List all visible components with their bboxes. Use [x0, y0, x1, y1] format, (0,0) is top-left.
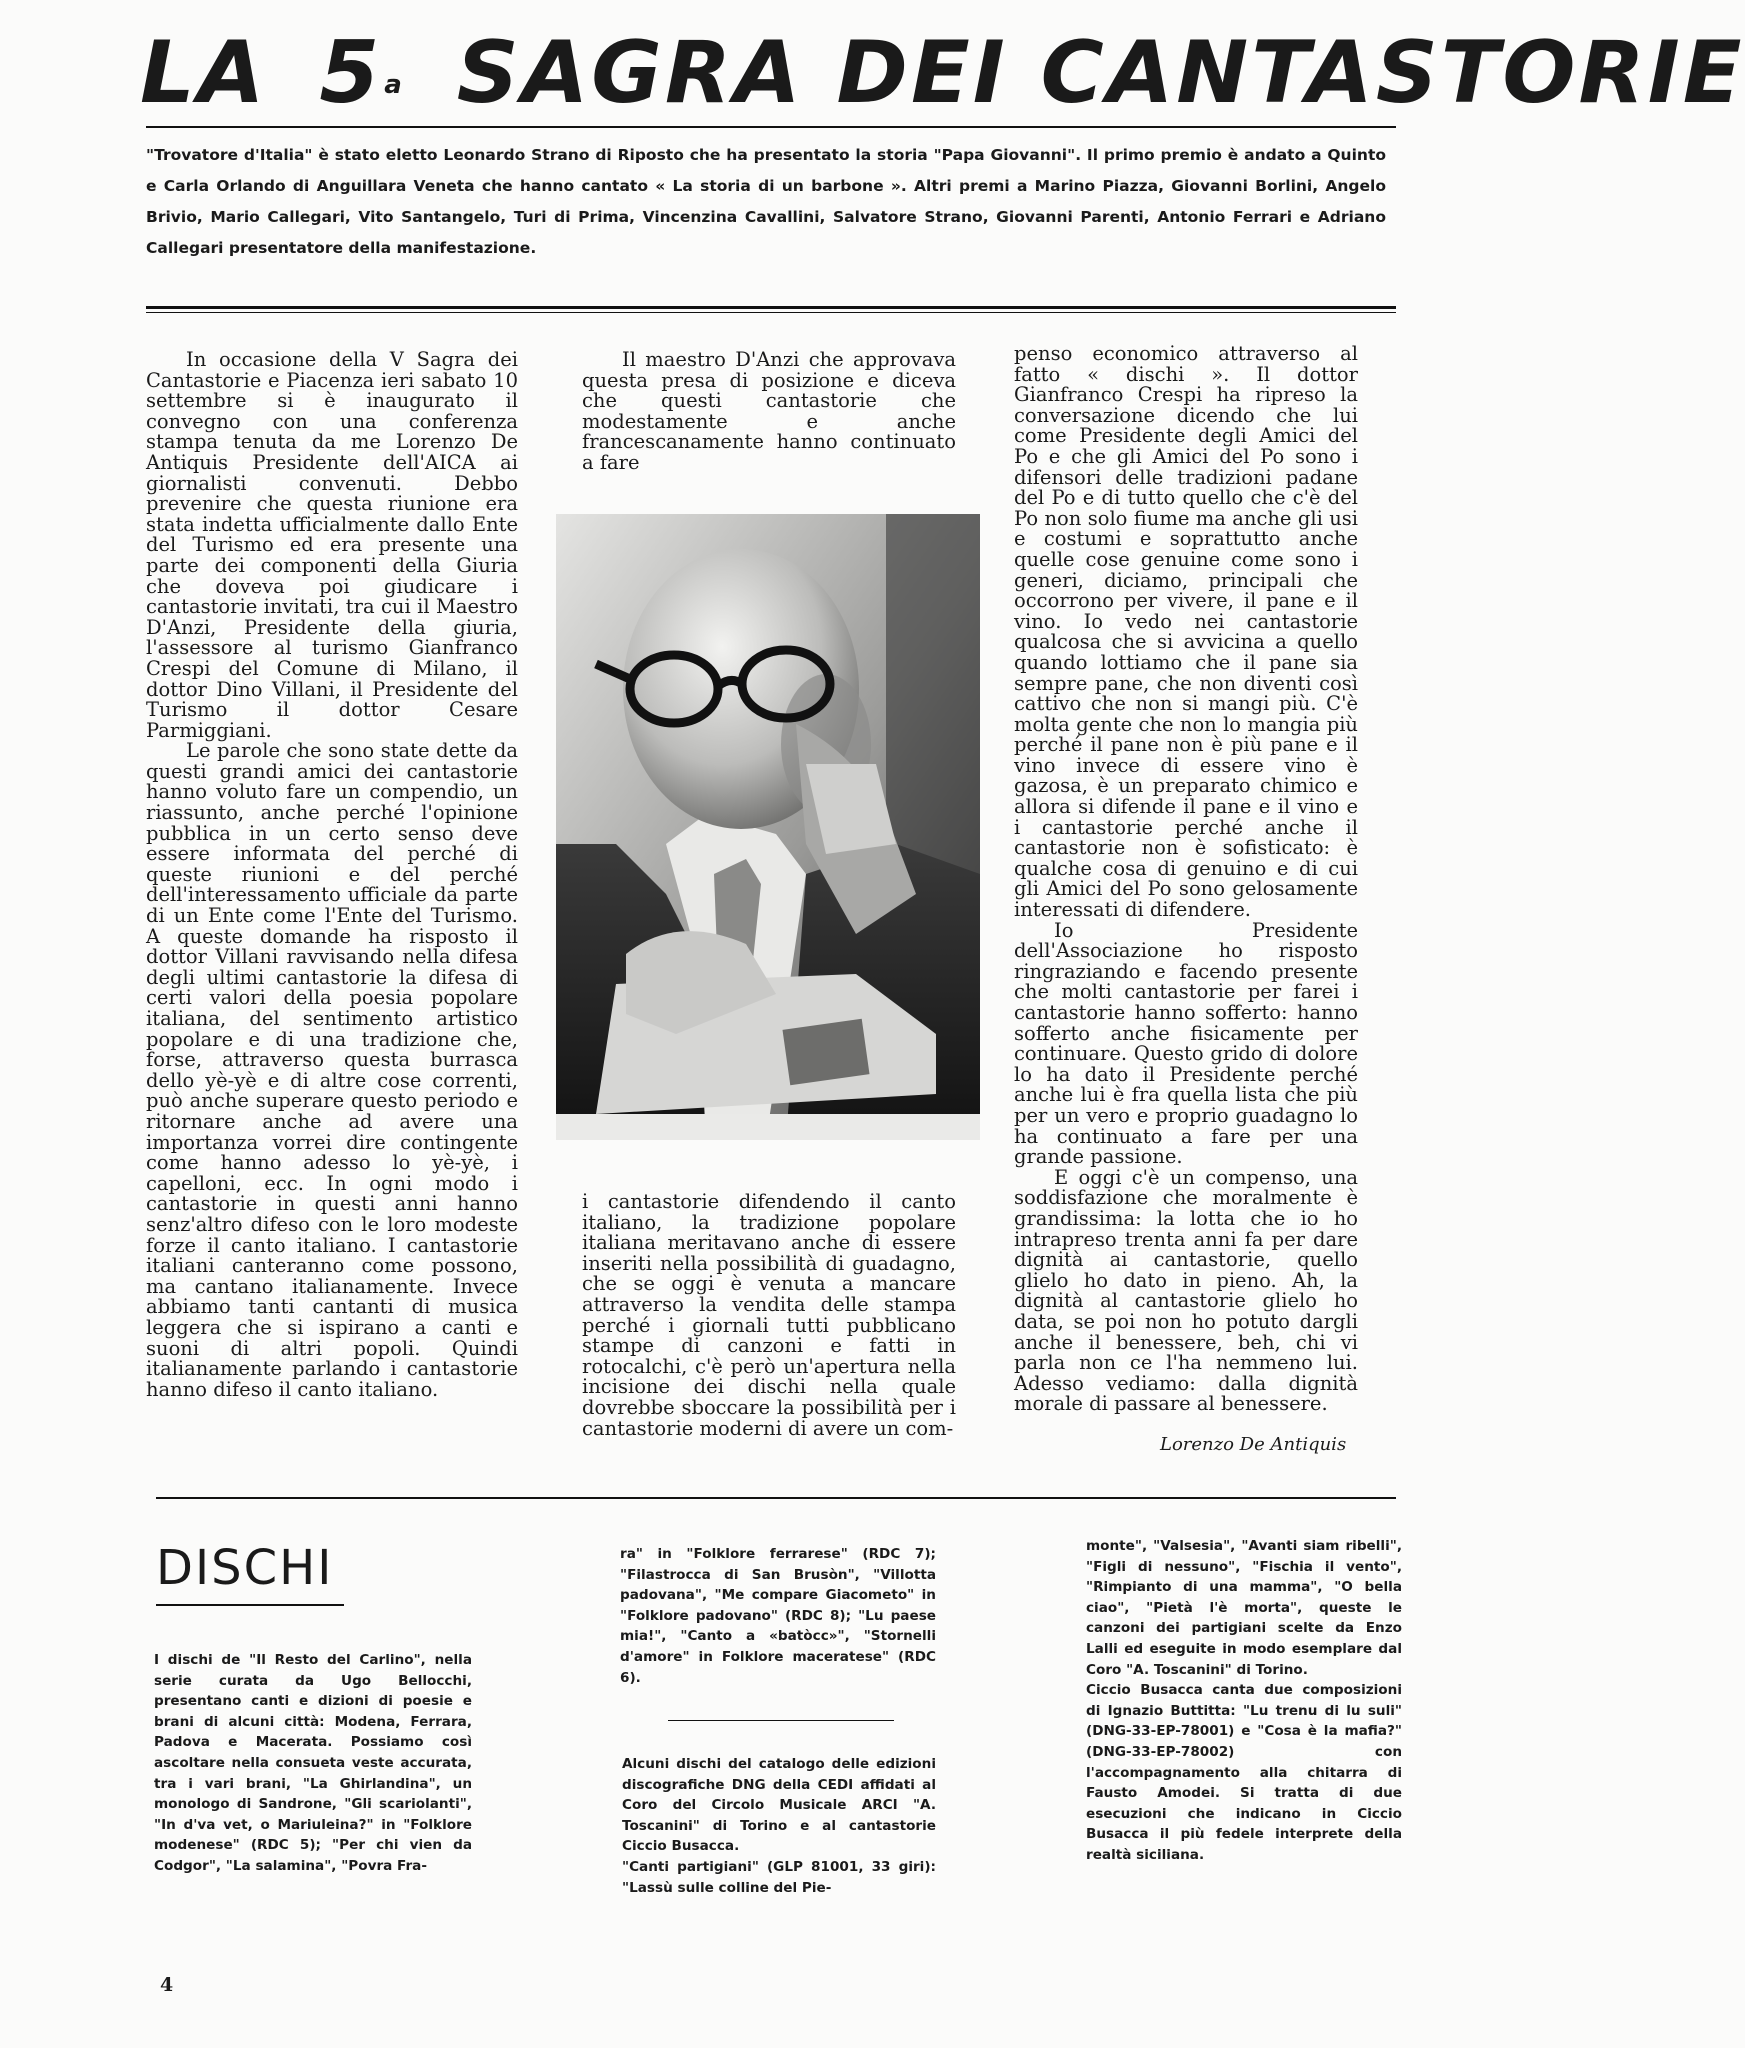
title-number: 5 — [319, 23, 383, 123]
article-paragraph: E oggi c'è un compenso, una soddisfazione che moralmente è grandissima: la lotta che io ho intrapreso trenta anni fa per dare dignità ai cantastorie, quello glielo ho dato in pieno. Ah, la dignità al cantastorie glielo ho data, se poi non ho potuto dargli anche il benessere, beh, chi vi parla non ce l'ha nemmeno lui. Adesso vediamo: dalla dignità morale di passare al benessere. — [1014, 1165, 1358, 1416]
portrait-photo-image — [556, 514, 980, 1140]
article-paragraph: In occasione della V Sagra dei Cantastorie e Piacenza ieri sabato 10 settembre si è inaugurato il convegno con una conferenza stampa tenuta da me Lorenzo De Antiquis Presidente dell'AICA ai giornalisti convenuti. Debbo prevenire che questa riunione era stata indetta ufficialmente dallo Ente del Turismo ed era presente una parte dei componenti della Giuria che doveva poi giudicare i cantastorie invitati, tra cui il Maestro D'Anzi, Presidente della giuria, l'assessore al turismo Gianfranco Crespi del Comune di Milano, il dottor Dino Villani, il Presidente del Turismo il dottor Cesare Parmiggiani. — [146, 348, 518, 742]
title-rule — [146, 126, 1396, 128]
intro-rule-top — [146, 306, 1396, 309]
article-signature: Lorenzo De Antiquis — [1160, 1434, 1347, 1455]
dischi-column-2-bottom — [622, 1754, 936, 1898]
intro-rule-bottom — [146, 312, 1396, 313]
dischi-paragraph: Ciccio Busacca canta due composizioni di Ignazio Buttitta: "Lu trenu di lu suli" (DNG-33-EP-78001) e "Cosa è la mafia?" (DNG-33-EP-78002) con l'accompagnamento alla chitarra di Fausto Amodei. Si tratta di due esecuzioni che indicano in Ciccio Busacca il più fedele interprete della realtà siciliana. — [1086, 1682, 1402, 1863]
dischi-paragraph: Alcuni dischi del catalogo delle edizioni discografiche DNG della CEDI affidati al Coro del Circolo Musicale ARCI "A. Toscanini" di Torino e al cantastorie Ciccio Busacca. — [622, 1756, 936, 1855]
article-paragraph: Il maestro D'Anzi che approvava questa presa di posizione e diceva che questi cantastorie che modestamente e anche francescanamente hanno continuato a fare — [582, 348, 956, 474]
article-column-1 — [146, 350, 518, 1400]
article-paragraph: i cantastorie difendendo il canto italiano, la tradizione popolare italiana meritavano anche di essere inseriti nella possibilità di guadagno, che se oggi è venuta a mancare attraverso la vendita delle stampa perché i giornali tutti pubblicano stampe di canzoni e fatti in rotocalchi, c'è però un'apertura nella incisione dei dischi nella quale dovrebbe sboccare la possibilità per i cantastorie moderni di avere un com- — [582, 1190, 956, 1440]
title-ordinal: a — [384, 70, 405, 100]
article-paragraph: Le parole che sono state dette da questi grandi amici dei cantastorie hanno voluto fare un compendio, un riassunto, anche perché l'opinione pubblica in un certo senso deve essere informata del perché di queste riunioni e del perché dell'interessamento ufficiale da parte di un Ente come l'Ente del Turismo. A queste domande ha risposto il dottor Villani ravvisando nella difesa degli ultimi cantastorie la difesa di certi valori della poesia popolare italiana, del sentimento artistico popolare e di una tradizione che, forse, attraverso questa burrasca dello yè-yè e di altre cose correnti, può anche superare questo periodo e ritornare anche ad avere una importanza vorrei dire contingente come hanno adesso lo yè-yè, i capelloni, ecc. In ogni modo i cantastorie in questi anni hanno senz'altro difeso con le loro modeste forze il canto italiano. I cantastorie italiani canteranno come possono, ma cantano italianamente. Invece abbiamo tanti cantanti di musica leggera che si ispirano a canti e suoni di altri popoli. Quindi italianamente parlando i cantastorie hanno difeso il canto italiano. — [146, 739, 518, 1401]
dischi-column-2-top — [620, 1544, 936, 1688]
portrait-photo — [556, 514, 980, 1140]
dischi-paragraph: ra" in "Folklore ferrarese" (RDC 7); "Filastrocca di San Brusòn", "Villotta padovana", "Me compare Giacometo" in "Folklore padovano" (RDC 8); "Lu paese mia!", "Canto a «batòcc»", "Stornelli d'amore" in Folklore maceratese" (RDC 6). — [620, 1546, 936, 1686]
title-la: LA — [140, 23, 268, 123]
dischi-divider — [668, 1720, 894, 1721]
page-number: 4 — [160, 1974, 174, 1996]
dischi-paragraph: monte", "Valsesia", "Avanti siam ribelli", "Figli di nessuno", "Fischia il vento", "Rimpianto di una mamma", "O bella ciao", "Pietà l'è morta", queste le canzoni dei partigiani scelte da Enzo Lalli ed eseguite in modo esemplare dal Coro "A. Toscanini" di Torino. — [1086, 1538, 1402, 1678]
article-title — [140, 18, 1745, 128]
dischi-column-3 — [1086, 1536, 1402, 1866]
dischi-heading: DISCHI — [156, 1540, 334, 1596]
section-rule — [156, 1497, 1396, 1499]
article-column-2-top — [582, 350, 956, 474]
dischi-paragraph: "Canti partigiani" (GLP 81001, 33 giri): "Lassù sulle colline del Pie- — [622, 1858, 936, 1896]
title-rest: SAGRA DEI CANTASTORIE — [456, 23, 1745, 123]
article-column-3 — [1014, 344, 1358, 1415]
intro-paragraph: "Trovatore d'Italia" è stato eletto Leonardo Strano di Riposto che ha presentato la storia "Papa Giovanni". Il primo premio è andato a Quinto e Carla Orlando di Anguillara Veneta che hanno cantato « La storia di un barbone ». Altri premi a Marino Piazza, Giovanni Borlini, Angelo Brivio, Mario Callegari, Vito Santangelo, Turi di Prima, Vincenzina Cavallini, Salvatore Strano, Giovanni Parenti, Antonio Ferrari e Adriano Callegari presentatore della manifestazione. — [146, 146, 1386, 257]
dischi-column-1 — [154, 1650, 472, 1877]
article-paragraph: Io Presidente dell'Associazione ho risposto ringraziando e facendo presente che molti cantastorie per farei i cantastorie hanno sofferto: hanno sofferto anche fisicamente per continuare. Questo grido di dolore lo ha dato il Presidente perché anche lui è fra quella lista che più per un vero e proprio guadagno lo ha continuato a fare per una grande passione. — [1014, 918, 1358, 1169]
article-column-2-bottom — [582, 1192, 956, 1439]
dischi-heading-rule — [156, 1604, 344, 1606]
dischi-paragraph: I dischi de "Il Resto del Carlino", nella serie curata da Ugo Bellocchi, presentano canti e dizioni di poesie e brani di alcuni città: Modena, Ferrara, Padova e Macerata. Possiamo così ascoltare nella consueta veste accurata, tra i vari brani, "La Ghirlandina", un monologo di Sandrone, "Gli scariolanti", "In d'va vet, o Mariuleina?" in "Folklore modenese" (RDC 5); "Per chi vien da Codgor", "La salamina", "Povra Fra- — [154, 1652, 472, 1874]
article-paragraph: penso economico attraverso al fatto « dischi ». Il dottor Gianfranco Crespi ha ripreso la conversazione dicendo che lui come Presidente degli Amici del Po e che gli Amici del Po sono i difensori delle tradizioni padane del Po e di tutto quello che c'è del Po non solo fiume ma anche gli usi e costumi e soprattutto anche quelle cose genuine come sono i generi, diciamo, principali che occorrono per vivere, il pane e il vino. Io vedo nei cantastorie qualcosa che si avvicina a quello quando lottiamo che il pane sia sempre pane, che non diventi così cattivo che non si mangi più. C'è molta gente che non lo mangia più perché il pane non è più pane e il vino invece di essere vino è gazosa, è un preparato chimico e allora si difende il pane e il vino e i cantastorie perché anche il cantastorie non è sofisticato: è qualche cosa di genuino e di cui gli Amici del Po sono gelosamente interessati di difendere. — [1014, 342, 1358, 922]
